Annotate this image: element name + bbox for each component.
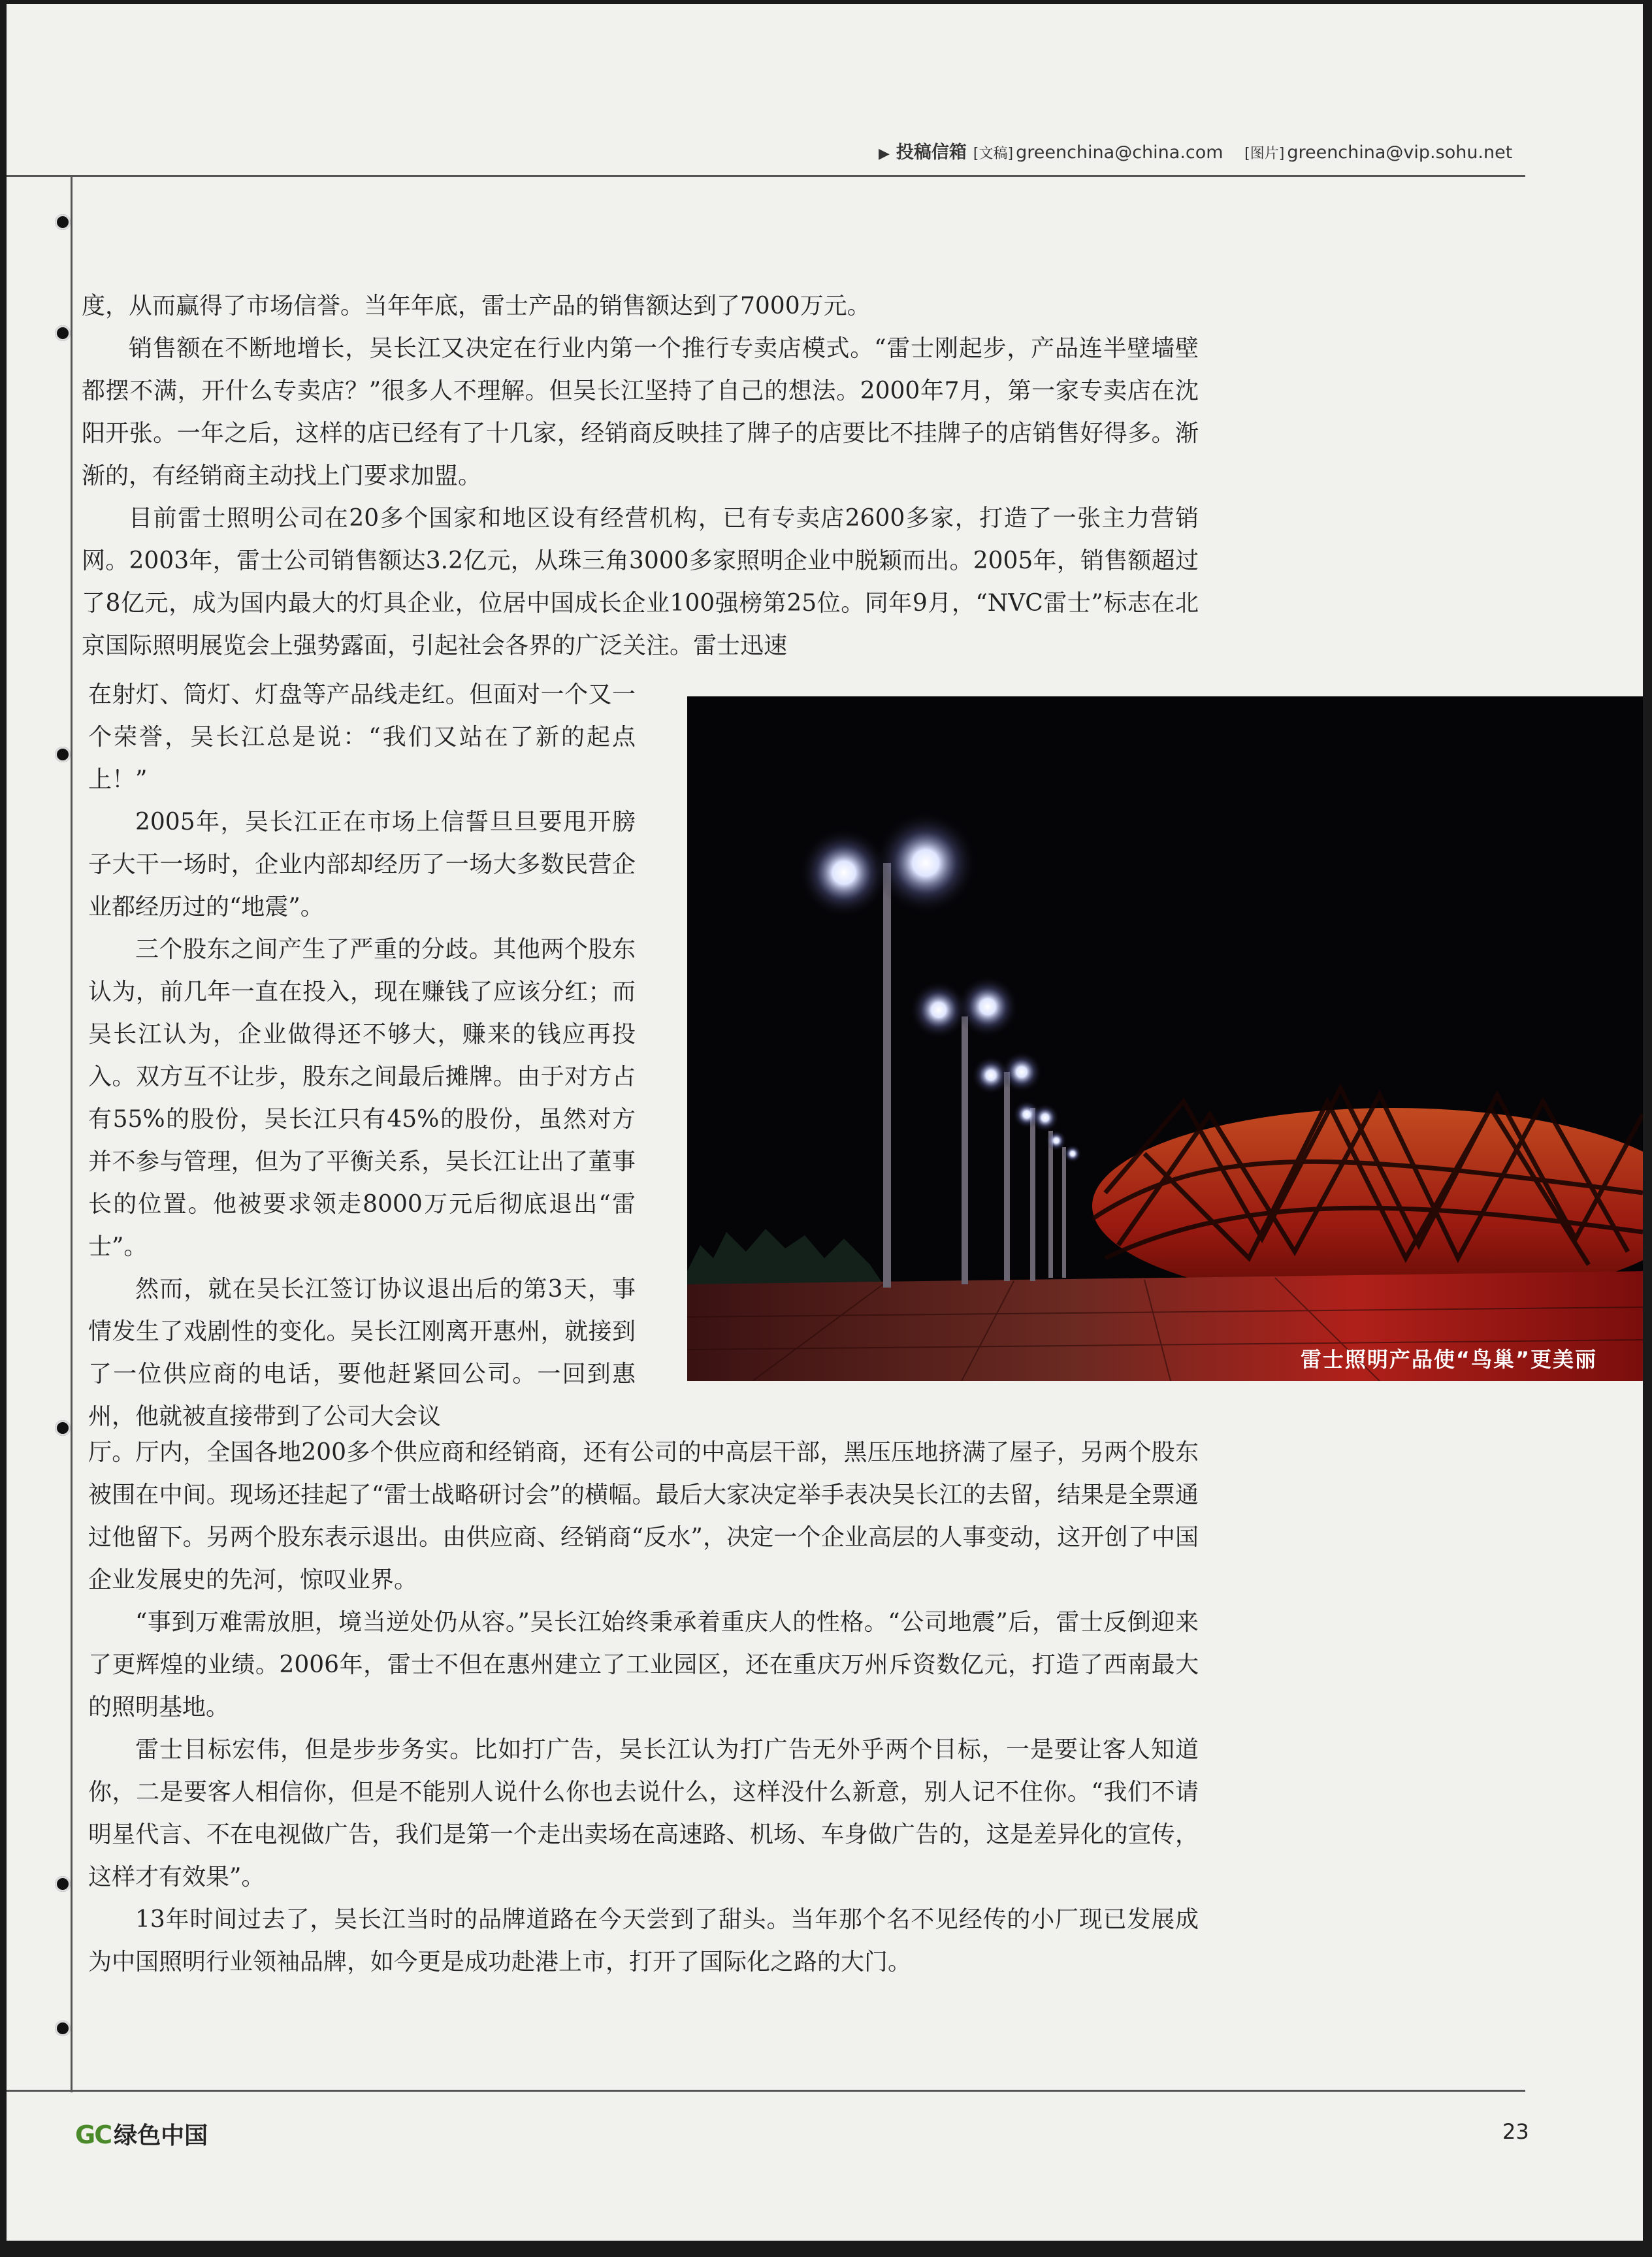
binder-hole-icon [55, 1876, 71, 1892]
binder-hole-icon [55, 325, 71, 341]
photo-email-link[interactable]: greenchina@vip.sohu.net [1287, 142, 1513, 163]
magazine-logo [75, 2117, 208, 2151]
paragraph: 厅。厅内，全国各地200多个供应商和经销商，还有公司的中高层干部，黑压压地挤满了屋子，另两个股东被围在中间。现场还挂起了“雷士战略研讨会”的横幅。最后大家决定举手表决吴长江的去留，结果是全票通过他留下。另两个股东表示退出。由供应商、经销商“反水”，决定一个企业高层的人事变动，这开创了中国企业发展史的先河，惊叹业界。 [88, 1439, 1199, 1593]
paragraph: “事到万难需放胆，境当逆处仍从容。”吴长江始终秉承着重庆人的性格。“公司地震”后，雷士反倒迎来了更辉煌的业绩。2006年，雷士不但在惠州建立了工业园区，还在重庆万州斥资数亿元，打造了西南最大的照明基地。 [88, 1609, 1199, 1721]
paragraph: 雷士目标宏伟，但是步步务实。比如打广告，吴长江认为打广告无外乎两个目标，一是要让客人知道你，二是要客人相信你，但是不能别人说什么你也去说什么，这样没什么新意，别人记不住你。“我们不请明星代言、不在电视做广告，我们是第一个走出卖场在高速路、机场、车身做广告的，这是差异化的宣传，这样才有效果”。 [88, 1736, 1199, 1891]
article-block-column [88, 674, 636, 1438]
paragraph: 度，从而赢得了市场信誉。当年年底，雷士产品的销售额达到了7000万元。 [82, 293, 871, 319]
article-block-bottom [88, 1431, 1199, 1983]
photo-caption: 雷士照明产品使“鸟巢”更美丽 [1300, 1347, 1597, 1372]
text-email-link[interactable]: greenchina@china.com [1016, 142, 1223, 163]
arrow-right-icon: ▶ [879, 146, 890, 162]
paragraph: 然而，就在吴长江签订协议退出后的第3天，事情发生了戏剧性的变化。吴长江刚离开惠州，就接到了一位供应商的电话，要他赶紧回公司。一回到惠州，他就被直接带到了公司大会议 [88, 1276, 636, 1430]
paragraph: 2005年，吴长江正在市场上信誓旦旦要甩开膀子大干一场时，企业内部却经历了一场大多数民营企业都经历过的“地震”。 [88, 809, 636, 920]
logo-mark: GC [75, 2120, 112, 2149]
paragraph: 在射灯、筒灯、灯盘等产品线走红。但面对一个又一个荣誉，吴长江总是说：“我们又站在了新的起点上！” [88, 681, 636, 793]
article-block-top [82, 285, 1199, 667]
paragraph: 三个股东之间产生了严重的分歧。其他两个股东认为，前几年一直在投入，现在赚钱了应该分红；而吴长江认为，企业做得还不够大，赚来的钱应再投入。双方互不让步，股东之间最后摊牌。由于对方占有55%的股份，吴长江只有45%的股份，虽然对方并不参与管理，但为了平衡关系，吴长江让出了董事长的位置。他被要求领走8000万元后彻底退出“雷士”。 [88, 936, 636, 1260]
binder-hole-icon [55, 1420, 71, 1436]
photo-tag: [图片] [1244, 146, 1285, 162]
birds-nest-photo [687, 696, 1643, 1381]
binder-hole-icon [55, 2021, 71, 2036]
paragraph: 13年时间过去了，吴长江当时的品牌道路在今天尝到了甜头。当年那个名不见经传的小厂现已发展成为中国照明行业领袖品牌，如今更是成功赴港上市，打开了国际化之路的大门。 [88, 1906, 1199, 1975]
text-tag: [文稿] [973, 146, 1014, 162]
margin-divider [71, 175, 73, 2092]
page-number: 23 [1502, 2119, 1529, 2144]
paragraph: 销售额在不断地增长，吴长江又决定在行业内第一个推行专卖店模式。“雷士刚起步，产品连半壁墙壁都摆不满，开什么专卖店？”很多人不理解。但吴长江坚持了自己的想法。2000年7月，第一家专卖店在沈阳开张。一年之后，这样的店已经有了十几家，经销商反映挂了牌子的店要比不挂牌子的店销售好得多。渐渐的，有经销商主动找上门要求加盟。 [82, 335, 1199, 489]
binder-hole-icon [55, 214, 71, 230]
binder-hole-icon [55, 747, 71, 762]
logo-text: 绿色中国 [114, 2122, 208, 2149]
submission-label: 投稿信箱 [896, 142, 967, 163]
submission-header [879, 138, 1512, 163]
paragraph: 目前雷士照明公司在20多个国家和地区设有经营机构，已有专卖店2600多家，打造了一张主力营销网。2003年，雷士公司销售额达3.2亿元，从珠三角3000多家照明企业中脱颖而出。2005年，销售额超过了8亿元，成为国内最大的灯具企业，位居中国成长企业100强榜第25位。同年9月，“NVC雷士”标志在北京国际照明展览会上强势露面，引起社会各界的广泛关注。雷士迅速 [82, 505, 1199, 659]
header-divider [7, 175, 1525, 177]
magazine-page [7, 4, 1643, 2241]
footer-divider [7, 2090, 1525, 2092]
night-stadium-illustration [687, 696, 1643, 1381]
